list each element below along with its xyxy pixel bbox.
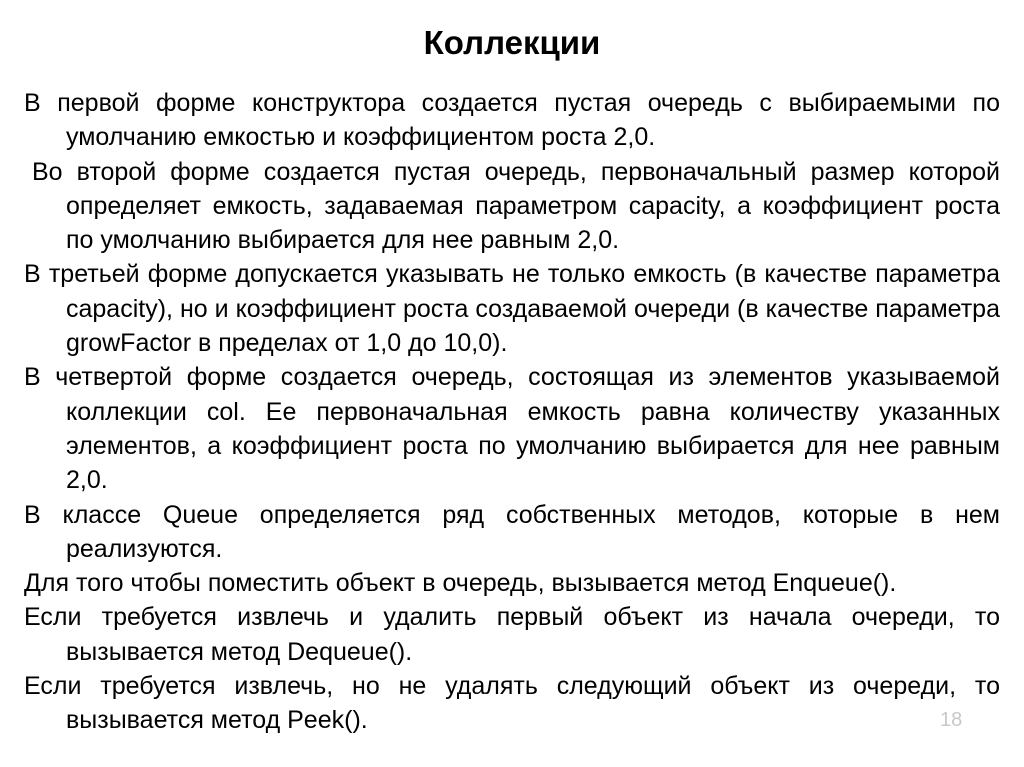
paragraph-constructor-form-4: В четвертой форме создается очередь, состоящая из элементов указываемой коллекции col. Ее первоначальная емкость равна количеству указанных элементов, а коэффициент роста по умолчанию выбирается для нее равным 2,0. [24,363,1000,495]
paragraph-constructor-form-3: В третьей форме допускается указывать не только емкость (в качестве параметра capacity), но и коэффициент роста создаваемой очереди (в качестве параметра growFactor в пределах от 1,0 до 10,0). [24,260,1000,358]
paragraph-dequeue: Если требуется извлечь и удалить первый объект из начала очереди, то вызывается метод Dequeue(). [24,603,1000,666]
page-number: 18 [940,709,963,731]
paragraph-enqueue: Для того чтобы поместить объект в очередь, вызывается метод Enqueue(). [24,569,897,598]
slide-title: Коллекции [423,24,601,61]
paragraph-constructor-form-1: В первой форме конструктора создается пустая очередь с выбираемыми по умолчанию емкостью и коэффициентом роста 2,0. [24,89,1000,152]
paragraph-peek: Если требуется извлечь, но не удалять следующий объект из очереди, то вызывается метод Peek(). [24,672,1000,735]
paragraph-constructor-form-2: Во второй форме создается пустая очередь, первоначальный размер которой определяет емкость, задаваемая параметром capacity, а коэффициент роста по умолчанию выбирается для нее равным 2,0. [32,157,1000,255]
slide-body [24,86,1000,738]
paragraph-queue-methods: В классе Queue определяется ряд собственных методов, которые в нем реализуются. [24,500,1000,563]
